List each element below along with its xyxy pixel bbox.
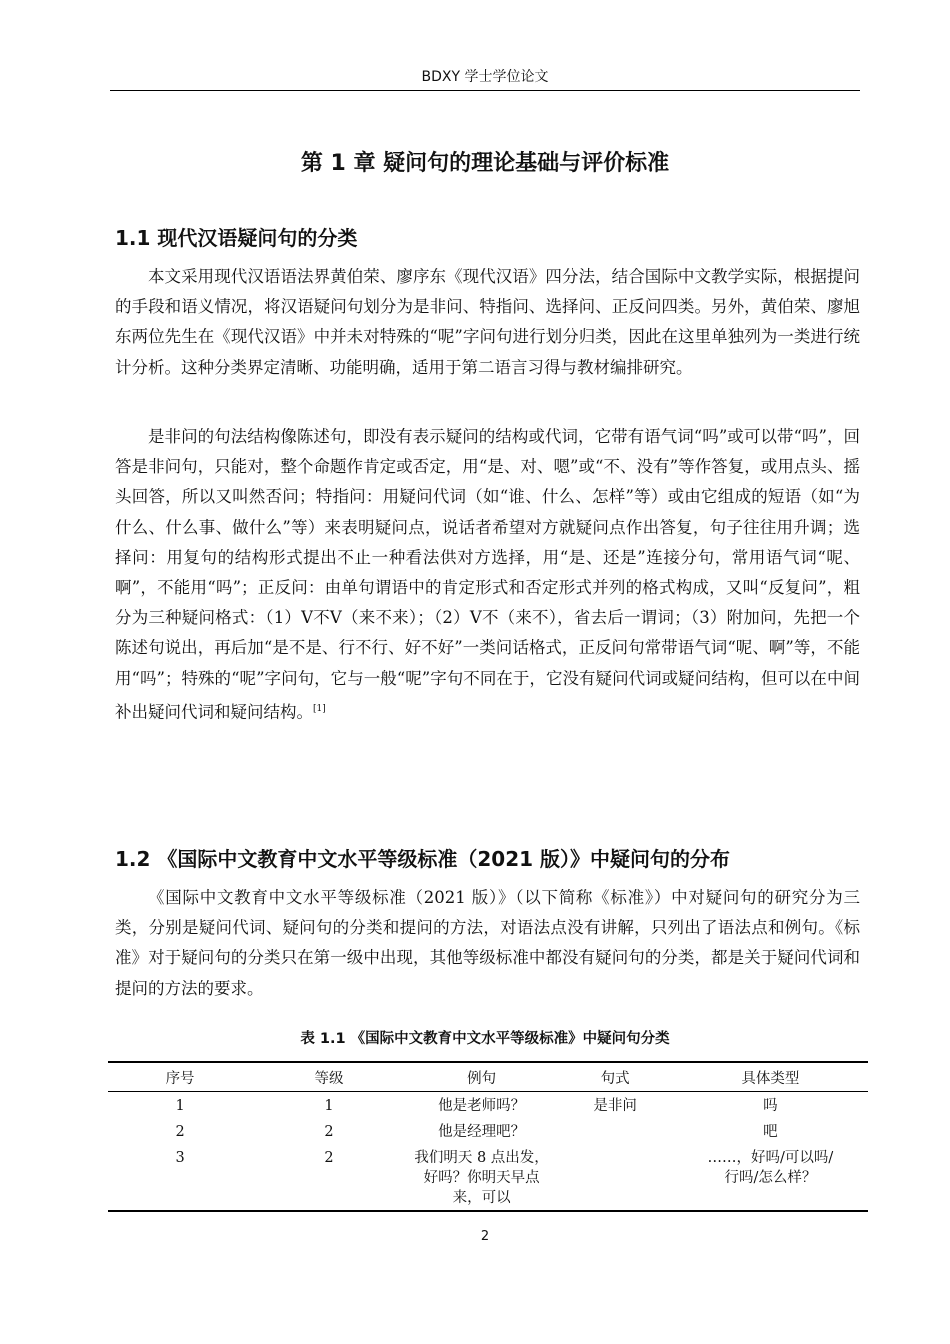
header-rule [110, 90, 860, 91]
table-row [108, 1092, 868, 1119]
cell-example: 他是经理吧？ [438, 1124, 526, 1140]
cell-example [406, 1144, 558, 1211]
cell-example-text: 我们明天 8 点出发，好吗？你明天早点来，可以 [414, 1150, 549, 1206]
header-sentence-type: 句式 [600, 1071, 630, 1087]
header-index: 序号 [165, 1071, 195, 1087]
table-row [108, 1118, 868, 1144]
header-example: 例句 [467, 1071, 497, 1087]
table-header-row [108, 1062, 868, 1092]
cell-sentence-type [557, 1118, 672, 1144]
page-number: 2 [480, 1229, 490, 1244]
header-level: 等级 [314, 1071, 344, 1087]
cell-level: 2 [324, 1150, 334, 1166]
section-1-1-paragraph-2 [115, 422, 860, 728]
cell-level: 2 [324, 1124, 334, 1140]
cell-specific-type [673, 1144, 868, 1211]
cell-sentence-type [557, 1144, 672, 1211]
section-1-1-paragraph-1: 本文采用现代汉语语法界黄伯荣、廖序东《现代汉语》四分法，结合国际中文教学实际，根据提问的手段和语义情况，将汉语疑问句划分为是非问、特指问、选择问、正反问四类。另外，黄伯荣、廖旭东两位先生在《现代汉语》中并未对特殊的“呢”字问句进行划分归类，因此在这里单独列为一类进行统计分析。这种分类界定清晰、功能明确，适用于第二语言习得与教材编排研究。 [115, 267, 860, 377]
citation-ref: [1] [313, 703, 326, 714]
cell-level: 1 [324, 1098, 334, 1114]
cell-example: 他是老师吗？ [438, 1098, 526, 1114]
section-heading-1-2: 1.2 《国际中文教育中文水平等级标准（2021 版）》中疑问句的分布 [115, 847, 731, 871]
running-header: BDXY 学士学位论文 [421, 69, 549, 85]
cell-sentence-type: 是非问 [593, 1098, 637, 1114]
cell-index: 1 [175, 1098, 185, 1114]
paragraph-2-text: 是非问的句法结构像陈述句，即没有表示疑问的结构或代词，它带有语气词“吗”或可以带“吗”，回答是非问句，只能对，整个命题作肯定或否定，用“是、对、嗯”或“不、没有”等作答复，或用点头、摇头回答，所以又叫然否问；特指问：用疑问代词（如“谁、什么、怎样”等）或由它组成的短语（如“为什么、什么事、做什么”等）来表明疑问点，说话者希望对方就疑问点作出答复，句子往往用升调；选择问：用复句的结构形式提出不止一种看法供对方选择，用“是、还是”连接分句，常用语气词“呢、啊”，不能用“吗”；正反问：由单句谓语中的肯定形式和否定形式并列的格式构成，又叫“反复问”，粗分为三种疑问格式：（1）V不V（来不来）；（2）V不（来不），省去后一谓词；（3）附加问，先把一个陈述句说出，再后加“是不是、行不行、好不好”一类问话格式，正反问句常带语气词“呢、啊”等，不能用“吗”；特殊的“呢”字问句，它与一般“呢”字句不同在于，它没有疑问代词或疑问结构，但可以在中间补出疑问代词和疑问结构。 [115, 427, 860, 722]
chapter-title: 第 1 章 疑问句的理论基础与评价标准 [300, 151, 670, 176]
table-row [108, 1144, 868, 1211]
cell-index: 2 [175, 1124, 185, 1140]
cell-specific-type-text: ……，好吗/可以吗/行吗/怎么样？ [707, 1150, 834, 1186]
section-1-2-paragraph-1: 《国际中文教育中文水平等级标准（2021 版）》（以下简称《标准》）中对疑问句的研究分为三类，分别是疑问代词、疑问句的分类和提问的方法，对语法点没有讲解，只列出了语法点和例句。《标准》对于疑问句的分类只在第一级中出现，其他等级标准中都没有疑问句的分类，都是关于疑问代词和提问的方法的要求。 [115, 888, 860, 998]
cell-index: 3 [175, 1150, 185, 1166]
cell-specific-type: 吗 [763, 1098, 778, 1114]
table-caption: 表 1.1 《国际中文教育中文水平等级标准》中疑问句分类 [300, 1031, 670, 1047]
header-specific-type: 具体类型 [741, 1071, 800, 1087]
section-heading-1-1: 1.1 现代汉语疑问句的分类 [115, 226, 358, 250]
classification-table [108, 1061, 868, 1212]
cell-specific-type: 吧 [763, 1124, 778, 1140]
